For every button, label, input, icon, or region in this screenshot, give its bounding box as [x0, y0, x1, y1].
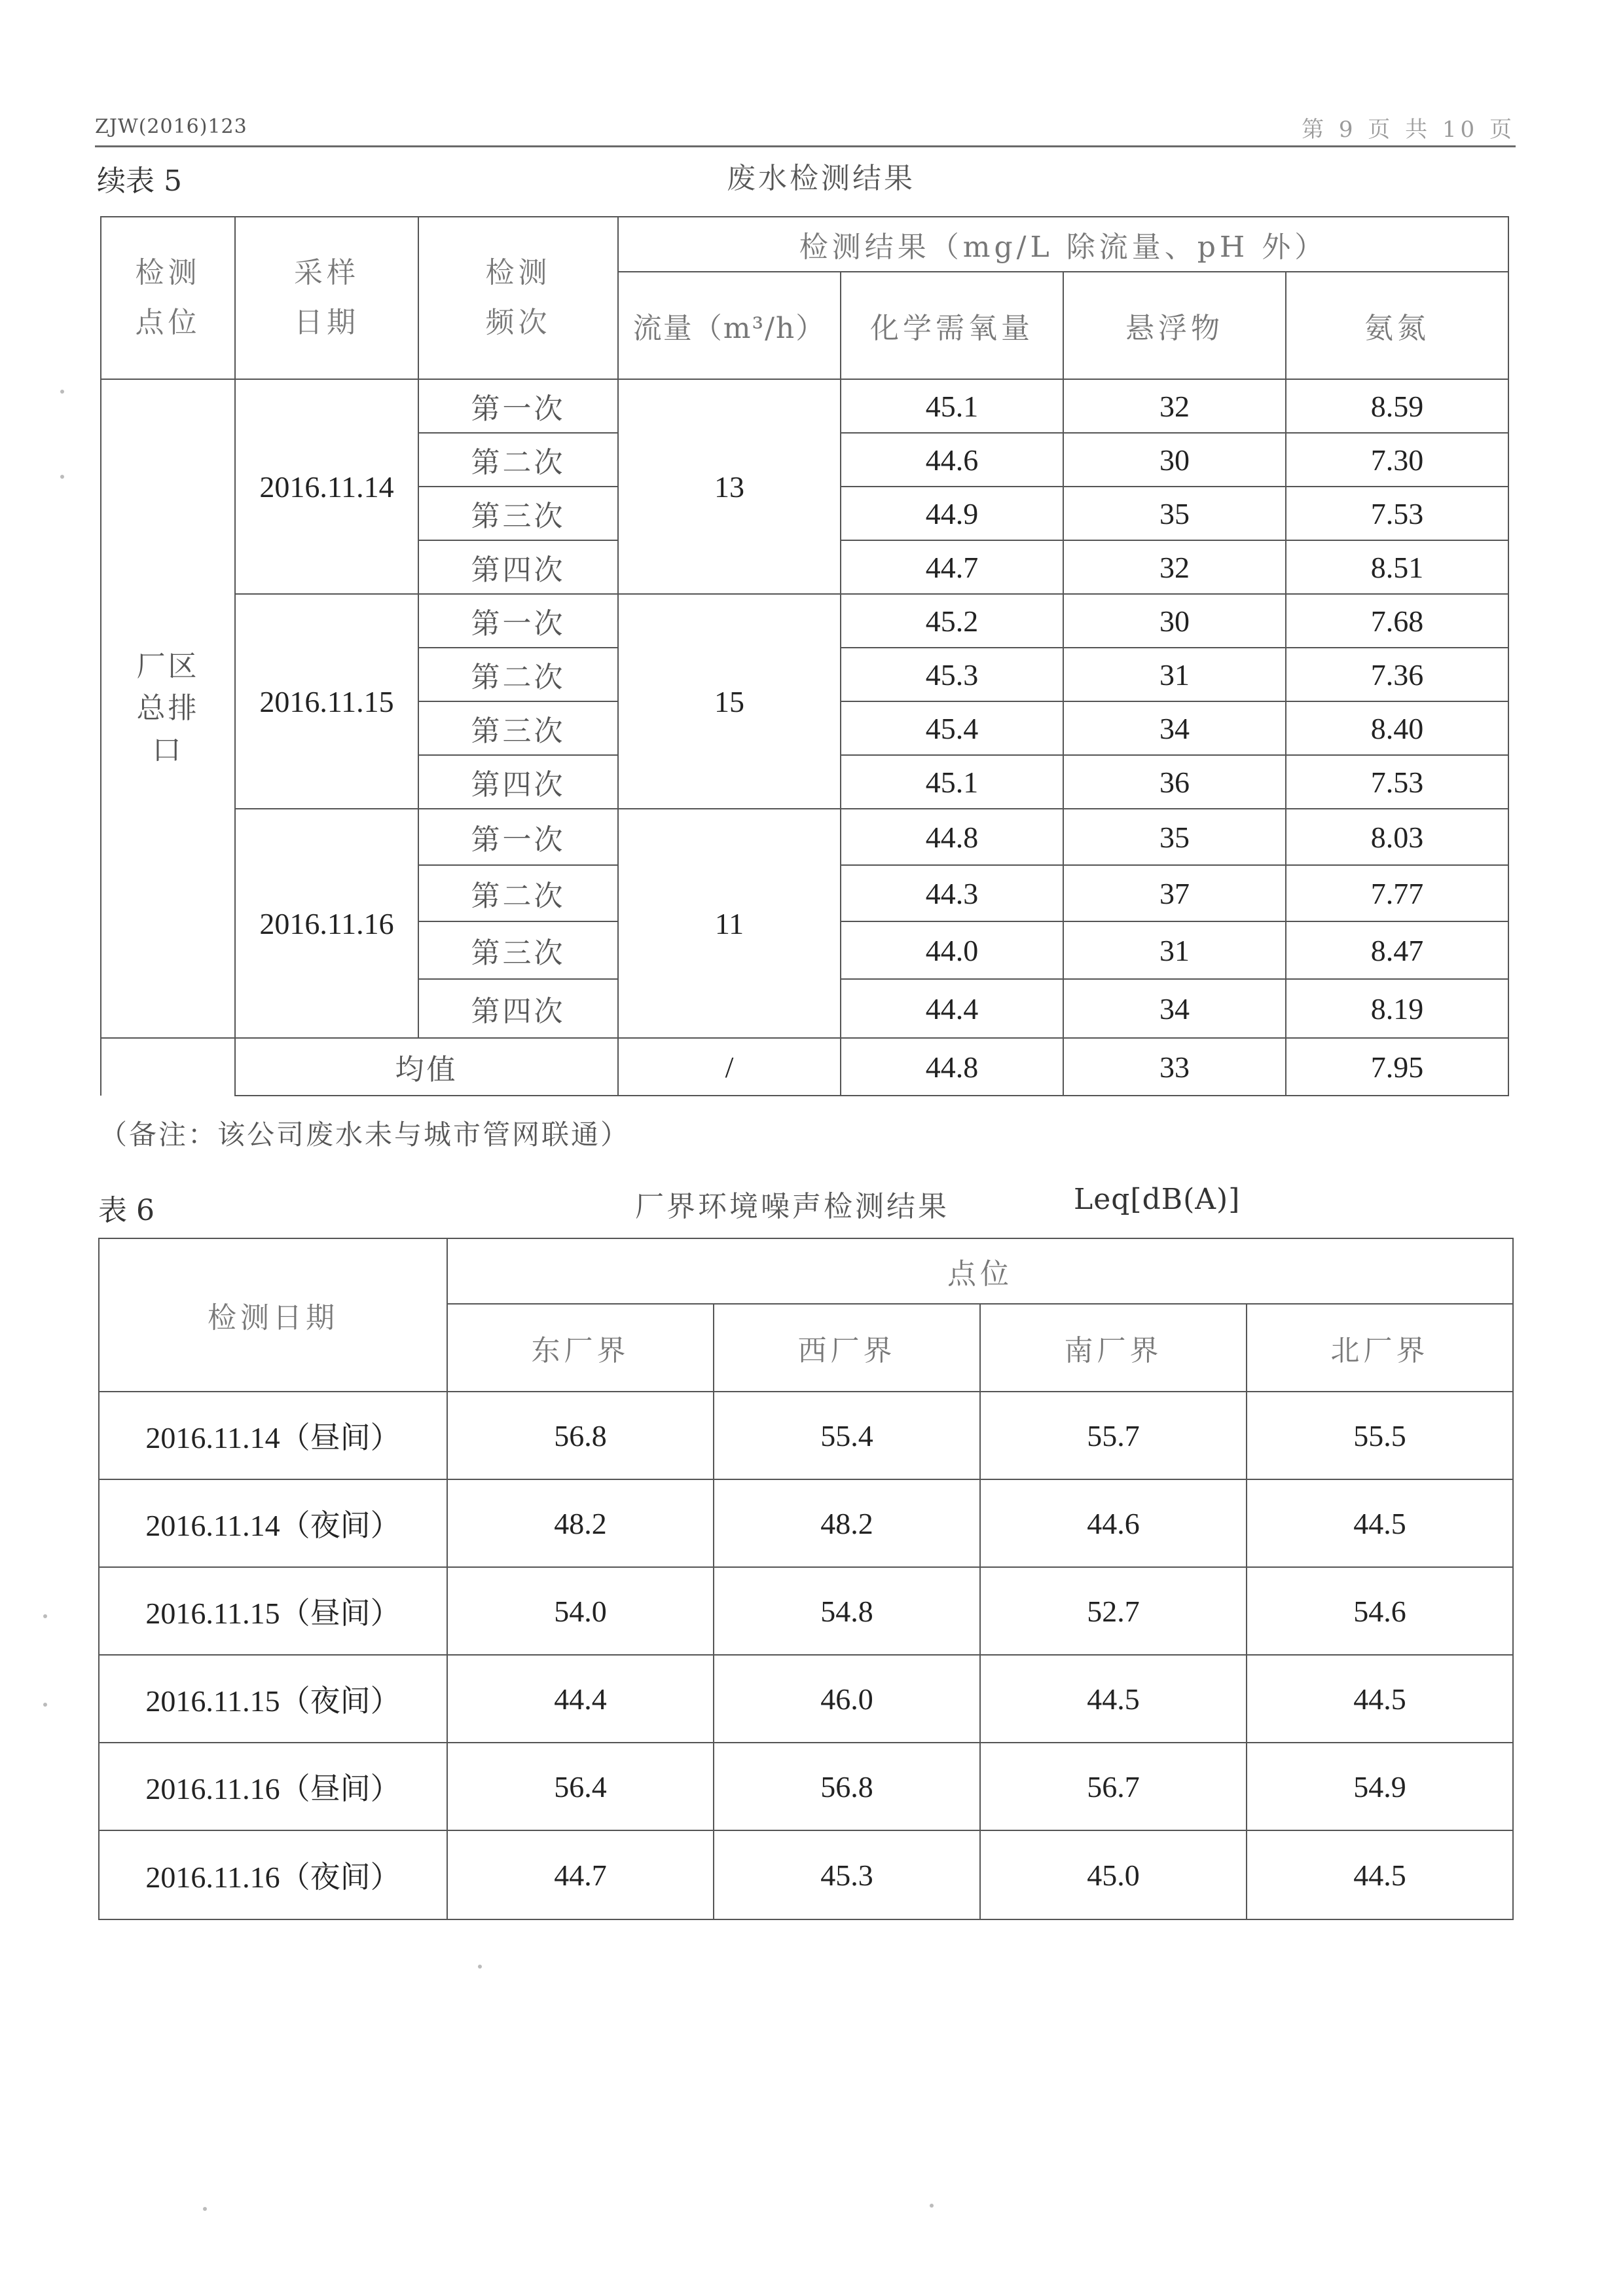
nh3-cell: 7.77 — [1286, 865, 1508, 921]
header-point: 检测点位 — [101, 217, 235, 379]
table6-unit: Leq[dB(A)] — [1074, 1183, 1241, 1216]
nh3-cell: 8.59 — [1286, 379, 1508, 433]
table-row — [101, 379, 1508, 433]
scan-speck — [60, 390, 64, 394]
frequency-cell: 第一次 — [418, 379, 618, 433]
table-row — [101, 594, 1508, 648]
scan-speck — [43, 1703, 47, 1707]
frequency-cell: 第四次 — [418, 755, 618, 809]
header-south: 南厂界 — [980, 1304, 1247, 1392]
header-cod: 化学需氧量 — [841, 272, 1063, 379]
east-cell: 44.4 — [447, 1655, 714, 1743]
ss-cell: 32 — [1063, 540, 1286, 594]
flow-cell: 11 — [618, 809, 841, 1038]
table-row — [99, 1567, 1513, 1655]
nh3-cell: 7.53 — [1286, 755, 1508, 809]
east-cell: 56.4 — [447, 1743, 714, 1830]
date-cell: 2016.11.15（夜间） — [99, 1655, 447, 1743]
nh3-cell: 8.40 — [1286, 701, 1508, 755]
header-nh3: 氨氮 — [1286, 272, 1508, 379]
scan-speck — [43, 1614, 47, 1618]
header-test-date: 检测日期 — [99, 1238, 447, 1392]
south-cell: 45.0 — [980, 1830, 1247, 1919]
west-cell: 54.8 — [714, 1567, 980, 1655]
mean-cod: 44.8 — [841, 1038, 1063, 1096]
noise-results-table — [98, 1238, 1514, 1920]
north-cell: 54.9 — [1247, 1743, 1513, 1830]
west-cell: 48.2 — [714, 1479, 980, 1567]
south-cell: 44.5 — [980, 1655, 1247, 1743]
ss-cell: 30 — [1063, 594, 1286, 648]
flow-cell: 13 — [618, 379, 841, 594]
cod-cell: 44.7 — [841, 540, 1063, 594]
north-cell: 44.5 — [1247, 1830, 1513, 1919]
cod-cell: 45.2 — [841, 594, 1063, 648]
table-row — [99, 1830, 1513, 1919]
table5-title: 废水检测结果 — [727, 162, 915, 195]
cod-cell: 44.8 — [841, 809, 1063, 865]
header-north: 北厂界 — [1247, 1304, 1513, 1392]
west-cell: 45.3 — [714, 1830, 980, 1919]
nh3-cell: 8.19 — [1286, 979, 1508, 1038]
frequency-cell: 第四次 — [418, 979, 618, 1038]
header-west: 西厂界 — [714, 1304, 980, 1392]
north-cell: 55.5 — [1247, 1392, 1513, 1479]
table-row — [99, 1392, 1513, 1479]
date-cell: 2016.11.16（昼间） — [99, 1743, 447, 1830]
east-cell: 48.2 — [447, 1479, 714, 1567]
west-cell: 56.8 — [714, 1743, 980, 1830]
north-cell: 44.5 — [1247, 1479, 1513, 1567]
header-date: 采样日期 — [235, 217, 418, 379]
mean-ss: 33 — [1063, 1038, 1286, 1096]
cod-cell: 44.3 — [841, 865, 1063, 921]
nh3-cell: 7.30 — [1286, 433, 1508, 487]
table6-title: 厂界环境噪声检测结果 — [635, 1190, 949, 1223]
frequency-cell: 第三次 — [418, 487, 618, 540]
cod-cell: 45.1 — [841, 379, 1063, 433]
table-row — [99, 1655, 1513, 1743]
frequency-cell: 第一次 — [418, 594, 618, 648]
frequency-cell: 第四次 — [418, 540, 618, 594]
east-cell: 54.0 — [447, 1567, 714, 1655]
scan-speck — [930, 2204, 934, 2208]
frequency-cell: 第三次 — [418, 921, 618, 979]
date-cell: 2016.11.16（夜间） — [99, 1830, 447, 1919]
ss-cell: 35 — [1063, 487, 1286, 540]
mean-nh3: 7.95 — [1286, 1038, 1508, 1096]
date-cell: 2016.11.16 — [235, 809, 418, 1038]
wastewater-results-table — [100, 216, 1509, 1096]
nh3-cell: 8.03 — [1286, 809, 1508, 865]
flow-cell: 15 — [618, 594, 841, 809]
header-ss: 悬浮物 — [1063, 272, 1286, 379]
date-cell: 2016.11.15（昼间） — [99, 1567, 447, 1655]
frequency-cell: 第一次 — [418, 809, 618, 865]
nh3-cell: 7.53 — [1286, 487, 1508, 540]
mean-row — [101, 1038, 1508, 1096]
east-cell: 56.8 — [447, 1392, 714, 1479]
ss-cell: 32 — [1063, 379, 1286, 433]
location-cell: 厂区总排口 — [101, 379, 235, 1038]
nh3-cell: 8.51 — [1286, 540, 1508, 594]
scan-speck — [60, 475, 64, 479]
west-cell: 46.0 — [714, 1655, 980, 1743]
nh3-cell: 7.36 — [1286, 648, 1508, 701]
cod-cell: 44.0 — [841, 921, 1063, 979]
frequency-cell: 第二次 — [418, 433, 618, 487]
table6-label: 表 6 — [98, 1194, 155, 1227]
ss-cell: 37 — [1063, 865, 1286, 921]
cod-cell: 45.4 — [841, 701, 1063, 755]
header-east: 东厂界 — [447, 1304, 714, 1392]
cod-cell: 45.1 — [841, 755, 1063, 809]
cod-cell: 45.3 — [841, 648, 1063, 701]
page-number: 第 9 页 共 10 页 — [1302, 117, 1516, 143]
cod-cell: 44.9 — [841, 487, 1063, 540]
south-cell: 44.6 — [980, 1479, 1247, 1567]
east-cell: 44.7 — [447, 1830, 714, 1919]
nh3-cell: 7.68 — [1286, 594, 1508, 648]
header-frequency: 检测频次 — [418, 217, 618, 379]
ss-cell: 34 — [1063, 701, 1286, 755]
mean-flow: / — [618, 1038, 841, 1096]
table5-label: 续表 5 — [97, 164, 182, 198]
south-cell: 55.7 — [980, 1392, 1247, 1479]
nh3-cell: 8.47 — [1286, 921, 1508, 979]
south-cell: 56.7 — [980, 1743, 1247, 1830]
cod-cell: 44.6 — [841, 433, 1063, 487]
west-cell: 55.4 — [714, 1392, 980, 1479]
page-header — [95, 111, 1516, 147]
table-row — [99, 1479, 1513, 1567]
south-cell: 52.7 — [980, 1567, 1247, 1655]
date-cell: 2016.11.14 — [235, 379, 418, 594]
table-row — [99, 1743, 1513, 1830]
scan-speck — [478, 1965, 482, 1969]
ss-cell: 36 — [1063, 755, 1286, 809]
ss-cell: 35 — [1063, 809, 1286, 865]
date-cell: 2016.11.14（昼间） — [99, 1392, 447, 1479]
ss-cell: 34 — [1063, 979, 1286, 1038]
scan-speck — [203, 2207, 207, 2211]
header-points: 点位 — [447, 1238, 1513, 1304]
mean-label: 均值 — [235, 1038, 618, 1096]
ss-cell: 30 — [1063, 433, 1286, 487]
ss-cell: 31 — [1063, 921, 1286, 979]
ss-cell: 31 — [1063, 648, 1286, 701]
frequency-cell: 第三次 — [418, 701, 618, 755]
table-row — [101, 809, 1508, 865]
date-cell: 2016.11.14（夜间） — [99, 1479, 447, 1567]
table5-note: （备注：该公司废水未与城市管网联通） — [100, 1119, 630, 1151]
cod-cell: 44.4 — [841, 979, 1063, 1038]
frequency-cell: 第二次 — [418, 865, 618, 921]
frequency-cell: 第二次 — [418, 648, 618, 701]
north-cell: 54.6 — [1247, 1567, 1513, 1655]
document-code: ZJW(2016)123 — [95, 115, 247, 138]
header-flow: 流量（m³/h） — [618, 272, 841, 379]
header-results: 检测结果（mg/L 除流量、pH 外） — [618, 217, 1508, 272]
north-cell: 44.5 — [1247, 1655, 1513, 1743]
date-cell: 2016.11.15 — [235, 594, 418, 809]
